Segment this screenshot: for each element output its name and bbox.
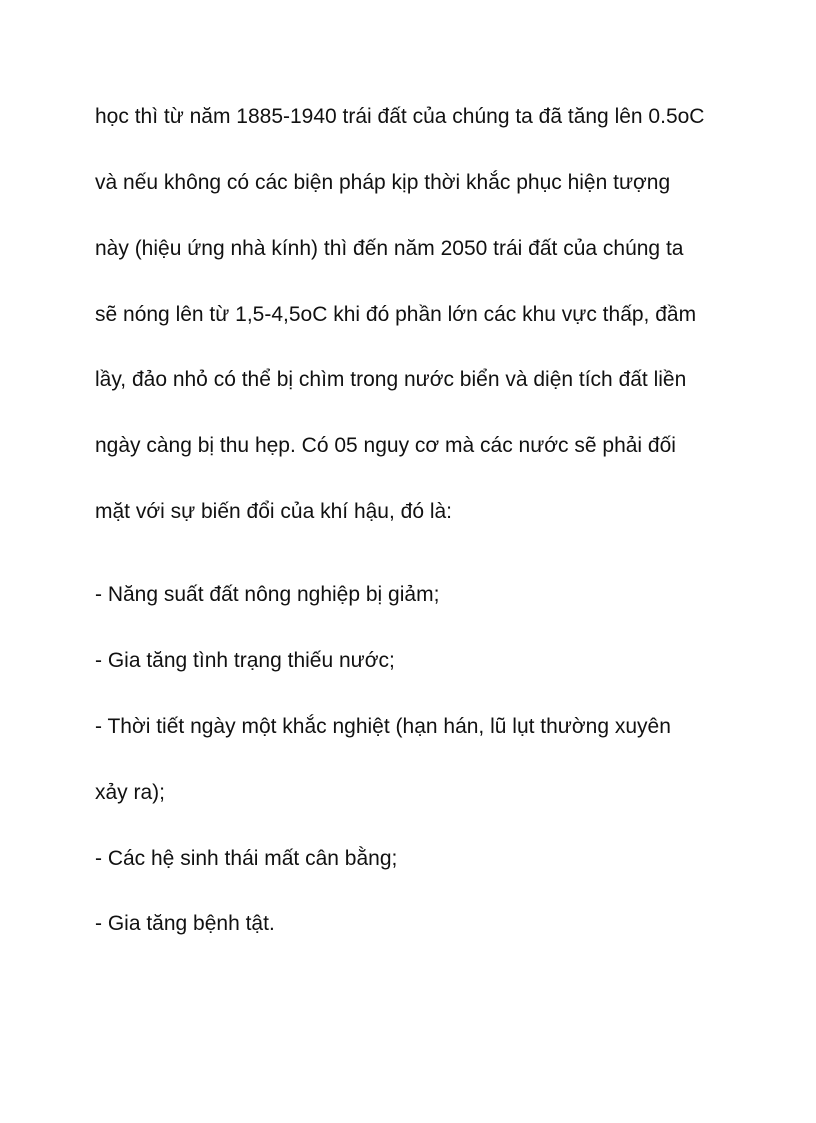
list-item-4: - Các hệ sinh thái mất cân bằng; xyxy=(95,847,398,870)
paragraph-line-3: này (hiệu ứng nhà kính) thì đến năm 2050 trái đất của chúng ta xyxy=(95,237,684,260)
list-item-3: - Thời tiết ngày một khắc nghiệt (hạn hán, lũ lụt thường xuyên xyxy=(95,715,671,738)
paragraph-line-6: ngày càng bị thu hẹp. Có 05 nguy cơ mà các nước sẽ phải đối xyxy=(95,434,676,457)
list-item-2: - Gia tăng tình trạng thiếu nước; xyxy=(95,649,395,672)
list-item-1: - Năng suất đất nông nghiệp bị giảm; xyxy=(95,583,440,606)
list-item-5: - Gia tăng bệnh tật. xyxy=(95,912,275,935)
paragraph-line-7: mặt với sự biến đổi của khí hậu, đó là: xyxy=(95,500,453,523)
list-item-3-continued: xảy ra); xyxy=(95,781,166,804)
paragraph-line-4: sẽ nóng lên từ 1,5-4,5oC khi đó phần lớn các khu vực thấp, đầm xyxy=(95,303,697,326)
paragraph-line-2: và nếu không có các biện pháp kịp thời khắc phục hiện tượng xyxy=(95,171,671,194)
paragraph-line-1: học thì từ năm 1885-1940 trái đất của chúng ta đã tăng lên 0.5oC xyxy=(95,105,705,128)
paragraph-line-5: lầy, đảo nhỏ có thể bị chìm trong nước biển và diện tích đất liền xyxy=(95,368,687,391)
